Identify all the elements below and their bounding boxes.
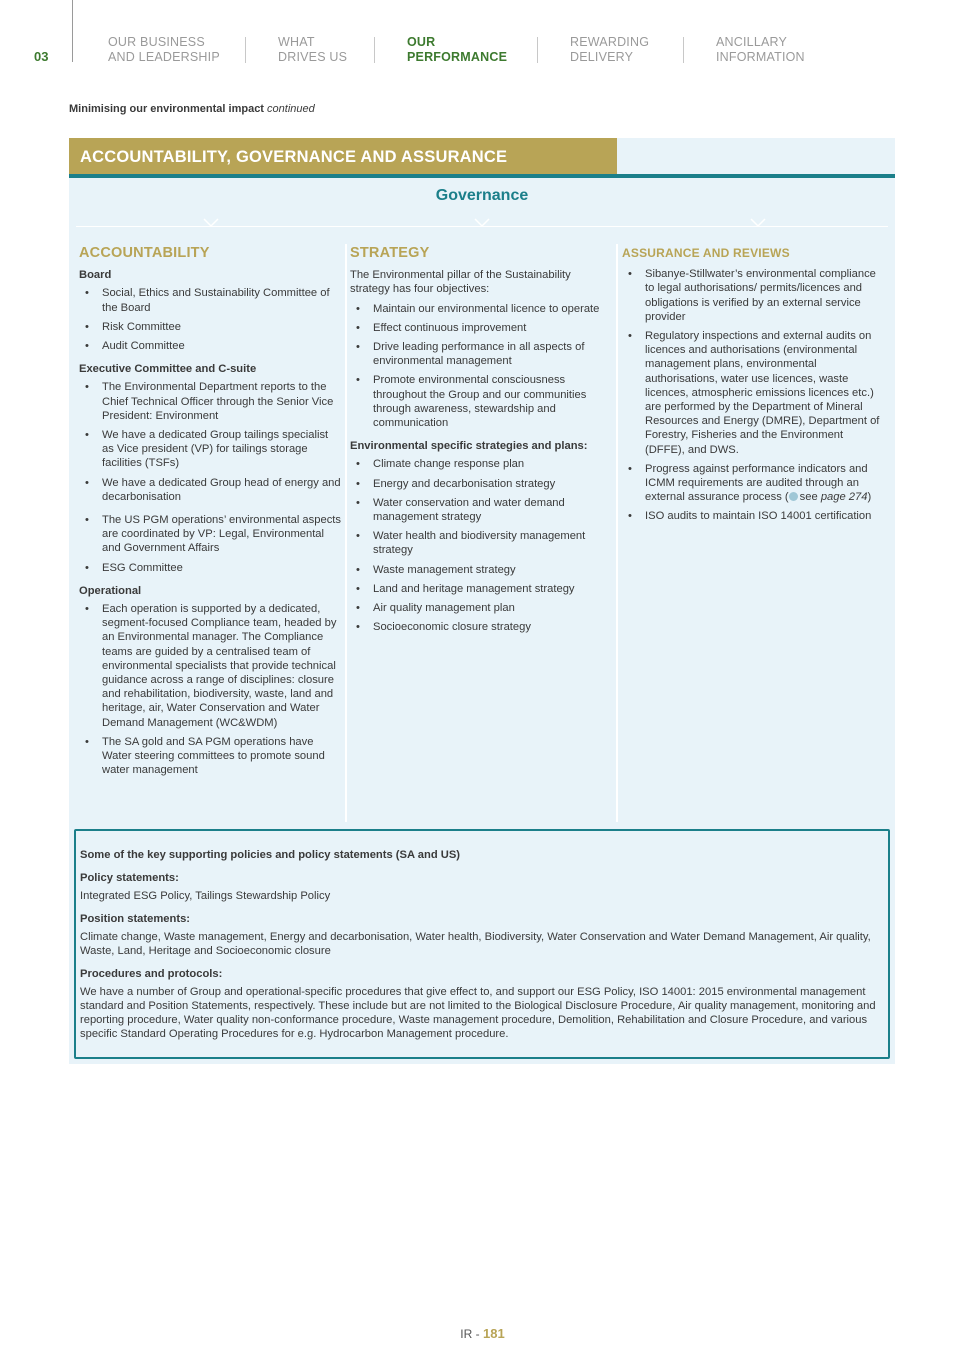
exec-heading: Executive Committee and C-suite — [79, 363, 257, 376]
nav-vertical-rule — [72, 0, 73, 62]
chapter-number: 03 — [34, 49, 49, 64]
footer-prefix: IR - — [460, 1327, 480, 1341]
operational-heading: Operational — [79, 584, 142, 597]
section-breadcrumb — [69, 103, 315, 115]
accountability-column — [79, 246, 341, 783]
list-item: • The US PGM operations’ environmental aspects are coordinated by VP: Legal, Environmental and Government Affairs — [79, 513, 341, 556]
chevron-down-icon — [750, 218, 766, 228]
panel-title-bar — [69, 138, 617, 174]
list-item: • Progress against performance indicators and ICMM requirements are audited through an external assurance process ( see page 274) — [622, 462, 884, 505]
list-item: • Audit Committee — [79, 339, 341, 353]
operational-list — [79, 602, 341, 777]
panel-rule — [69, 174, 895, 178]
list-item: • Energy and decarbonisation strategy — [350, 477, 612, 491]
list-item: • Waste management strategy — [350, 563, 612, 577]
list-item: • Water health and biodiversity management strategy — [350, 529, 612, 557]
top-navigation — [0, 0, 965, 80]
nav-our-business[interactable] — [108, 35, 220, 65]
list-item: • Promote environmental consciousness throughout the Group and our communities through awareness, stewardship and communication — [350, 373, 612, 430]
page-reference-icon — [789, 492, 798, 501]
panel-title: ACCOUNTABILITY, GOVERNANCE AND ASSURANCE — [80, 148, 508, 166]
list-item: • Effect continuous improvement — [350, 321, 612, 335]
position-statements-text: Climate change, Waste management, Energy and decarbonisation, Water health, Biodiversity, Water Conservation and Water Demand Management, Air quality, Waste, Land, Heritage and Socioeconomic closure — [80, 931, 871, 957]
column-divider — [616, 244, 618, 822]
list-item: • The Environmental Department reports to the Chief Technical Officer through the Senior Vice President: Environment — [79, 380, 341, 423]
assurance-list — [622, 267, 884, 523]
nav-separator — [683, 37, 684, 63]
list-item: • Each operation is supported by a dedicated, segment-focused Compliance team, headed by an Environmental manager. The Compliance teams are guided by a centralised team of environmental specialists that provide technical guidance across a range of disciplines: closure and rehabilitation, biodiversity, waste, land and heritage, air, Water Conservation and Water Demand Management (WC&WDM) — [79, 602, 341, 730]
list-item: • Drive leading performance in all aspects of environmental management — [350, 340, 612, 368]
list-item: • The SA gold and SA PGM operations have Water steering committees to promote sound water management — [79, 735, 341, 778]
objectives-list — [350, 302, 612, 431]
section-title: Minimising our environmental impact — [69, 103, 264, 115]
performance-text: Progress against performance indicators and ICMM requirements are audited through an external assurance process — [645, 462, 868, 504]
list-item: • Social, Ethics and Sustainability Committee of the Board — [79, 286, 341, 314]
list-item: • We have a dedicated Group head of energy and decarbonisation — [79, 476, 341, 504]
nav-item-line: DRIVES US — [278, 50, 348, 64]
column-divider — [345, 244, 347, 822]
page-reference-link[interactable] — [821, 491, 868, 503]
list-item: • Socioeconomic closure strategy — [350, 620, 612, 634]
chevron-down-icon — [474, 218, 490, 228]
board-heading: Board — [79, 269, 112, 282]
chevron-down-icon — [203, 218, 219, 228]
nav-item-line: AND LEADERSHIP — [108, 50, 220, 64]
governance-heading: Governance — [435, 187, 529, 204]
strategy-heading: STRATEGY — [350, 245, 430, 261]
nav-item-line: ANCILLARY — [716, 35, 788, 49]
nav-our-performance[interactable] — [407, 35, 507, 65]
list-item: • Risk Committee — [79, 320, 341, 334]
nav-what-drives-us[interactable] — [278, 35, 347, 65]
list-item: • ISO audits to maintain ISO 14001 certification — [622, 509, 884, 523]
list-item: • Sibanye-Stillwater’s environmental compliance to legal authorisations/ permits/licences and obligations is verified by an external service provider — [622, 267, 884, 324]
policy-statements-text: Integrated ESG Policy, Tailings Stewardship Policy — [80, 890, 331, 902]
page-reference-text: page 274 — [820, 491, 868, 504]
procedures-text: We have a number of Group and operational-specific procedures that give effect to, and support our ESG Policy, ISO 14001: 2015 environmental management standard and Position Statements, respectively. These include but are not limited to the Biological Disclosure Procedure, Air quality management, monitoring and reporting procedure, Water quality non-conformance procedure, Waste management procedure, Demolition, Rehabilitation and Closure Procedure, and various specific Standard Operating Procedures for e.g. Hydrocarbon Management procedure. — [80, 986, 876, 1040]
position-statements-label: Position statements: — [80, 913, 191, 925]
nav-rewarding-delivery[interactable] — [570, 35, 649, 65]
strategy-column — [350, 246, 612, 639]
page-number: 181 — [482, 1326, 505, 1341]
page-footer — [0, 1326, 965, 1341]
exec-list — [79, 380, 341, 574]
list-item: • Maintain our environmental licence to operate — [350, 302, 612, 316]
policy-statements-label: Policy statements: — [80, 872, 179, 884]
nav-item-line: OUR — [407, 35, 436, 49]
list-item: • Water conservation and water demand management strategy — [350, 496, 612, 524]
nav-item-line: INFORMATION — [716, 50, 805, 64]
policies-box — [74, 829, 890, 1059]
nav-item-line: OUR BUSINESS — [108, 35, 205, 49]
accountability-heading: ACCOUNTABILITY — [79, 245, 210, 261]
nav-separator — [537, 37, 538, 63]
section-suffix: continued — [267, 103, 315, 115]
list-item: • Regulatory inspections and external audits on licences and authorisations (environmental management plans, environmental authorisations, water use licences, waste licences, atmospheric emissions licences etc.) are performed by the Department of Mineral Resources and Energy (DMRE), Department of Forestry, Fisheries and the Environment (DFFE), and DWS. — [622, 329, 884, 457]
list-item: • Climate change response plan — [350, 457, 612, 471]
nav-item-line: PERFORMANCE — [407, 50, 508, 64]
assurance-heading: ASSURANCE AND REVIEWS — [622, 246, 790, 260]
list-item: • We have a dedicated Group tailings specialist as Vice president (VP) for tailings storage facilities (TSFs) — [79, 428, 341, 471]
nav-separator — [374, 37, 375, 63]
page-ref-prefix: see — [799, 491, 818, 504]
plans-list — [350, 457, 612, 634]
list-item: • Land and heritage management strategy — [350, 582, 612, 596]
board-list — [79, 286, 341, 353]
assurance-column — [622, 246, 884, 529]
nav-separator — [245, 37, 246, 63]
nav-item-line: WHAT — [278, 35, 315, 49]
list-item: • ESG Committee — [79, 561, 341, 575]
nav-item-line: REWARDING — [570, 35, 650, 49]
list-item: • Air quality management plan — [350, 601, 612, 615]
policies-heading: Some of the key supporting policies and policy statements (SA and US) — [80, 849, 461, 861]
nav-item-line: DELIVERY — [570, 50, 634, 64]
plans-heading: Environmental specific strategies and plans: — [350, 440, 588, 453]
nav-ancillary-information[interactable] — [716, 35, 805, 65]
procedures-label: Procedures and protocols: — [80, 968, 223, 980]
strategy-intro: The Environmental pillar of the Sustainability strategy has four objectives: — [350, 269, 571, 296]
